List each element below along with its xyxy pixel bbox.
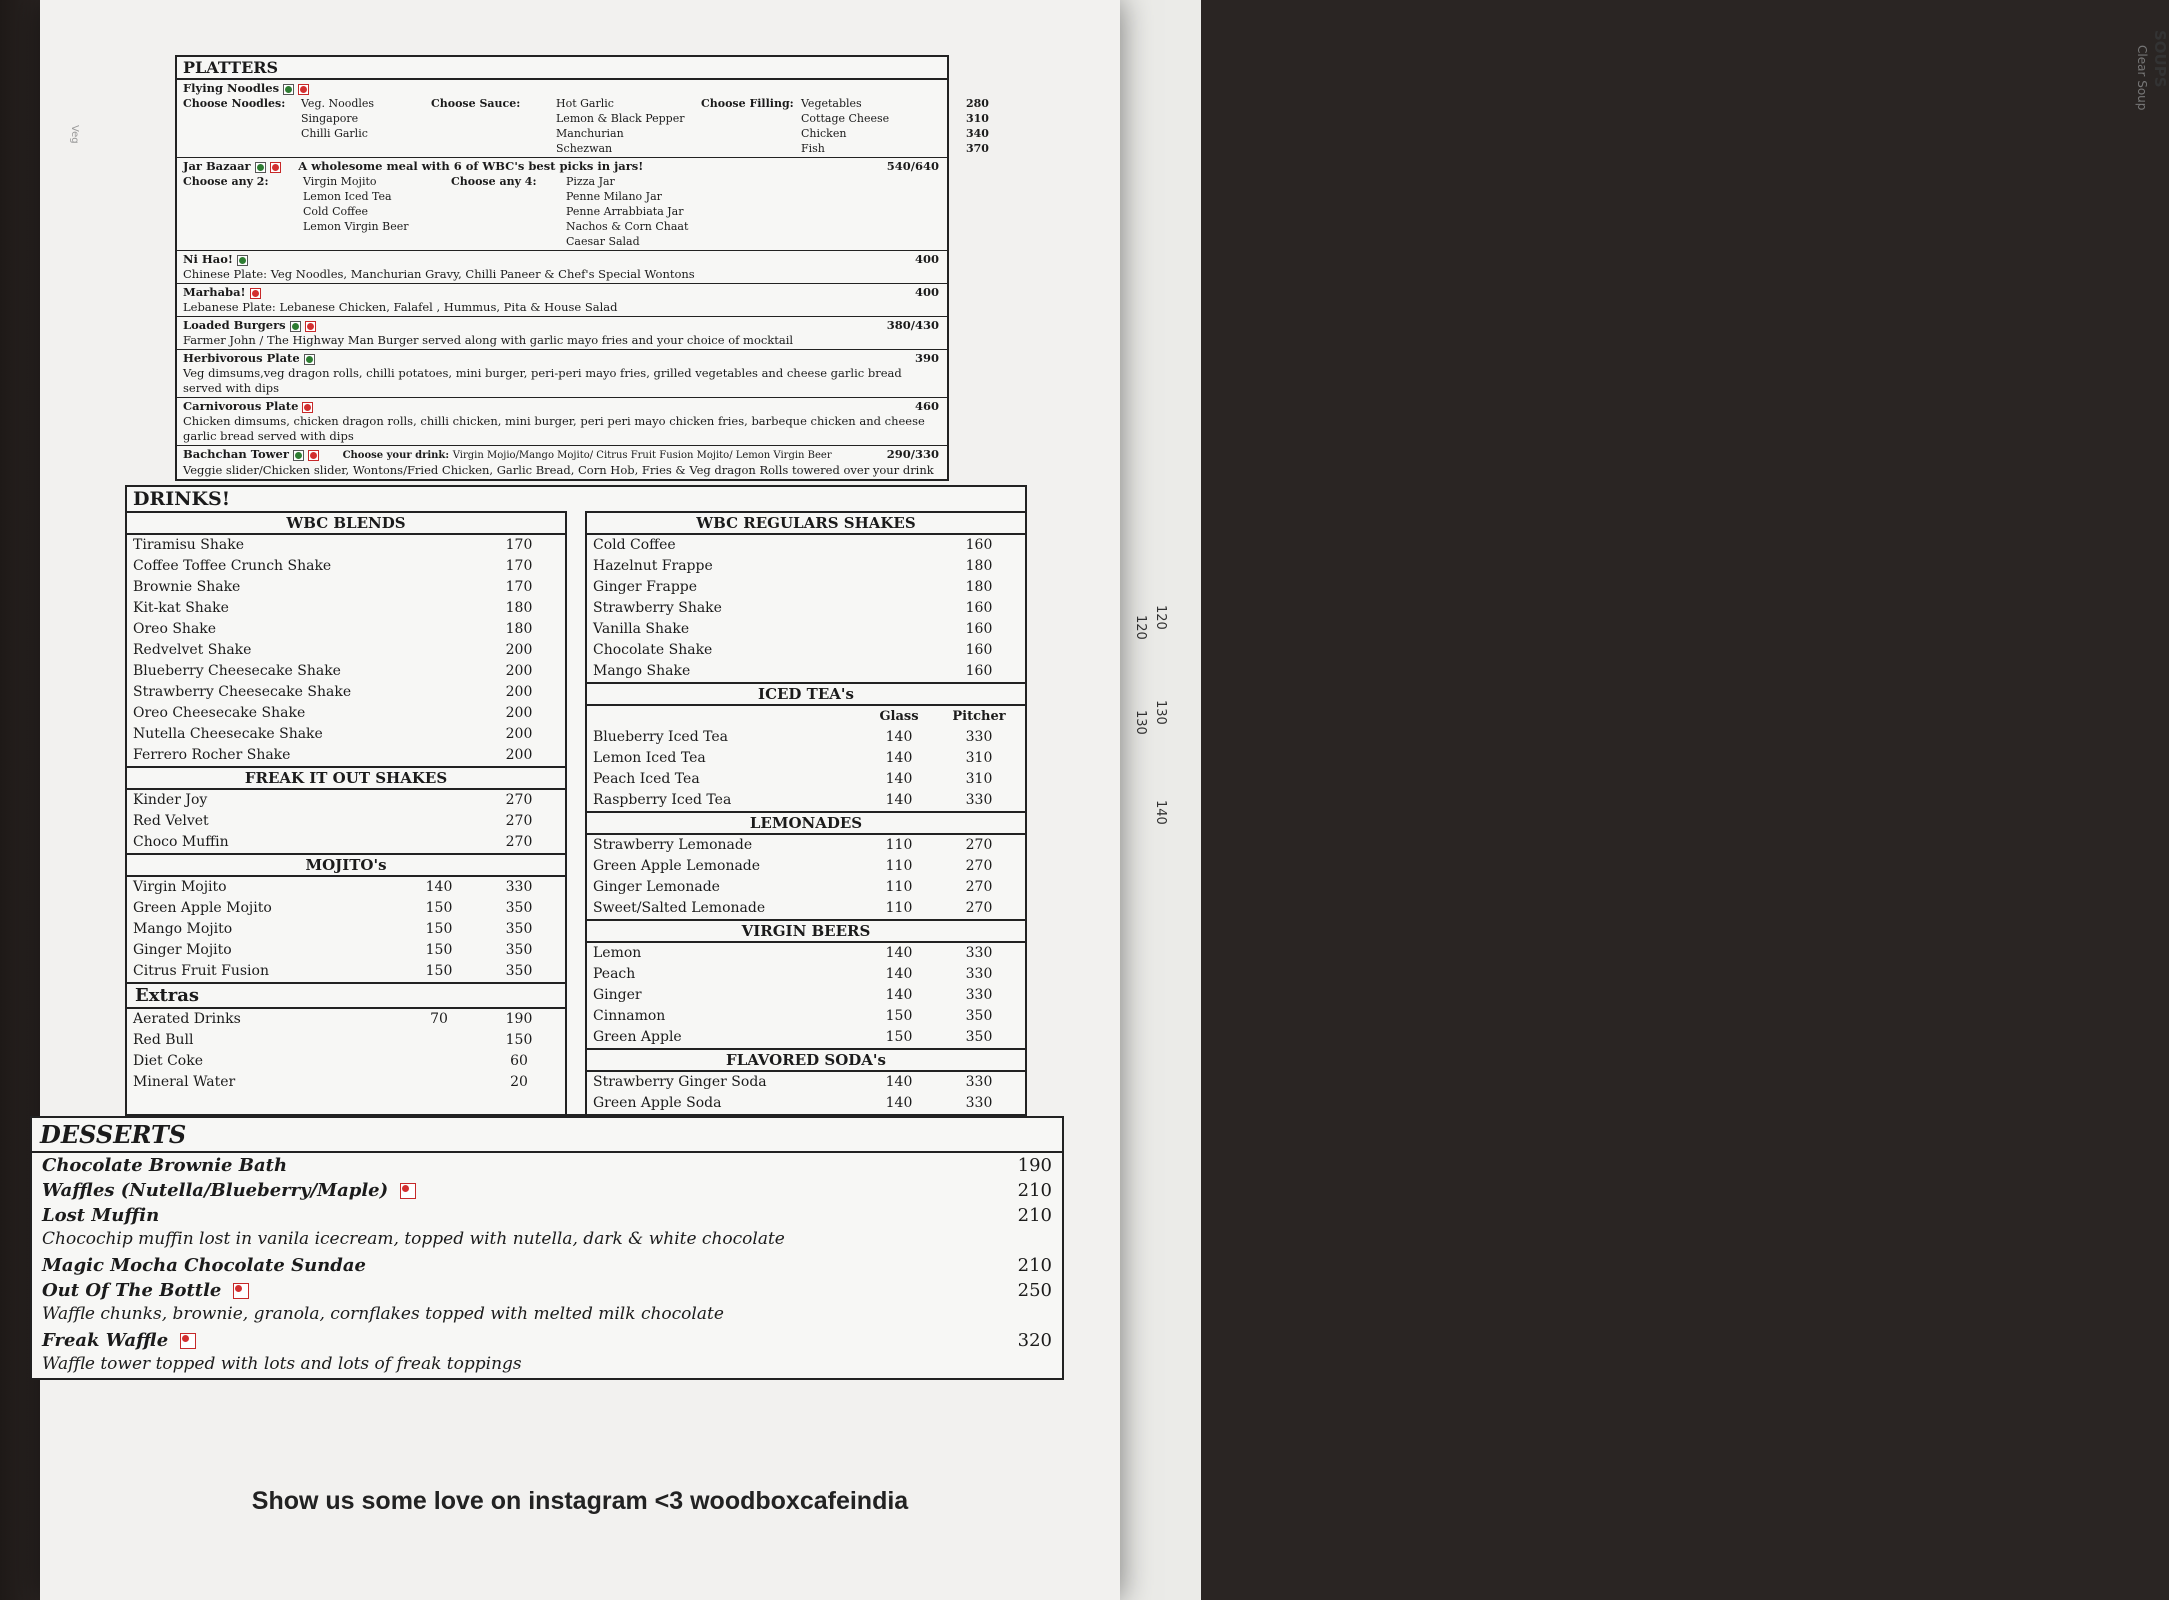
platter-price: 460 bbox=[914, 399, 939, 413]
drink-row bbox=[127, 661, 565, 682]
drink-row bbox=[587, 556, 1025, 577]
drink-name: Diet Coke bbox=[133, 1053, 203, 1069]
drink-name: Oreo Cheesecake Shake bbox=[133, 705, 306, 721]
choose-filling-label: Choose Filling: bbox=[701, 97, 794, 110]
drink-name: Brownie Shake bbox=[133, 579, 241, 595]
drink-price: 270 bbox=[505, 792, 533, 808]
drink-row bbox=[127, 682, 565, 703]
dessert-item bbox=[32, 1153, 1062, 1178]
jar-bazaar-name: Jar Bazaar bbox=[183, 159, 251, 173]
bachchan-tower-item bbox=[177, 446, 947, 479]
drink-price: 270 bbox=[505, 813, 533, 829]
filling-option: Fish bbox=[801, 142, 825, 155]
drink-price: 270 bbox=[965, 858, 993, 874]
drink-row bbox=[587, 898, 1025, 919]
drink-price: 140 bbox=[885, 966, 913, 982]
drink-row bbox=[127, 1072, 565, 1093]
non-veg-icon bbox=[270, 162, 281, 173]
drink-price: 160 bbox=[965, 600, 993, 616]
drink-price: 110 bbox=[885, 879, 913, 895]
filling-price: 310 bbox=[966, 112, 989, 125]
drink-row bbox=[127, 577, 565, 598]
drink-price: 140 bbox=[885, 792, 913, 808]
drink-price: 150 bbox=[505, 1032, 533, 1048]
drink-price: 310 bbox=[965, 771, 993, 787]
drinks-section bbox=[125, 485, 1027, 1116]
jar-option: Penne Milano Jar bbox=[566, 190, 662, 203]
veg-icon bbox=[304, 354, 315, 365]
drink-price: 110 bbox=[885, 837, 913, 853]
dessert-item bbox=[32, 1328, 1062, 1353]
noodle-option: Singapore bbox=[301, 112, 359, 125]
drinks-title: DRINKS! bbox=[125, 485, 1027, 511]
drink-name: Redvelvet Shake bbox=[133, 642, 252, 658]
drink-name: Ginger bbox=[593, 987, 642, 1003]
platter-name: Marhaba! bbox=[183, 285, 246, 299]
dessert-item bbox=[32, 1203, 1062, 1228]
drink-row bbox=[587, 769, 1025, 790]
drink-row bbox=[127, 745, 565, 766]
drink-row bbox=[127, 961, 565, 982]
drink-name: Citrus Fruit Fusion bbox=[133, 963, 269, 979]
drink-row bbox=[587, 943, 1025, 964]
jar-drink-option: Virgin Mojito bbox=[303, 175, 377, 188]
instagram-footer: Show us some love on instagram <3 woodboxcafeindia bbox=[251, 1487, 909, 1515]
veg-icon bbox=[293, 450, 304, 461]
drink-price: 350 bbox=[505, 963, 533, 979]
platter-item bbox=[177, 398, 947, 446]
virgin-beers-list bbox=[587, 943, 1025, 1048]
drink-price: 140 bbox=[885, 987, 913, 1003]
platter-item bbox=[177, 350, 947, 398]
drink-price: 160 bbox=[965, 663, 993, 679]
dessert-price: 250 bbox=[1017, 1280, 1052, 1301]
sauce-option: Schezwan bbox=[556, 142, 613, 155]
drink-name: Cold Coffee bbox=[593, 537, 676, 553]
dessert-name: Waffles (Nutella/Blueberry/Maple) bbox=[42, 1180, 389, 1201]
drink-row bbox=[587, 835, 1025, 856]
veg-icon bbox=[255, 162, 266, 173]
drink-price: 350 bbox=[965, 1029, 993, 1045]
drink-name: Green Apple bbox=[593, 1029, 682, 1045]
virgin-beers-title: VIRGIN BEERS bbox=[587, 919, 1025, 943]
regulars-shakes-title: WBC REGULARS SHAKES bbox=[587, 511, 1025, 535]
drink-price: 270 bbox=[505, 834, 533, 850]
platter-price: 400 bbox=[914, 252, 939, 266]
drink-row bbox=[127, 898, 565, 919]
drink-name: Ginger Lemonade bbox=[593, 879, 720, 895]
left-page-edge-text: Veg bbox=[69, 125, 80, 144]
edge-price: 130 bbox=[1153, 700, 1168, 725]
jar-option: Penne Arrabbiata Jar bbox=[566, 205, 684, 218]
drink-row bbox=[127, 1009, 565, 1030]
wbc-blends-title: WBC BLENDS bbox=[127, 511, 565, 535]
drink-price: 160 bbox=[965, 621, 993, 637]
noodle-option: Veg. Noodles bbox=[301, 97, 375, 110]
drink-row bbox=[587, 577, 1025, 598]
drink-price: 20 bbox=[510, 1074, 528, 1090]
drink-price bbox=[399, 1051, 479, 1072]
drink-price: 140 bbox=[885, 750, 913, 766]
flying-noodles-options bbox=[183, 96, 989, 156]
drink-row bbox=[587, 727, 1025, 748]
drink-price: 160 bbox=[965, 642, 993, 658]
platter-description: Chinese Plate: Veg Noodles, Manchurian Gravy, Chilli Paneer & Chef's Special Wontons bbox=[183, 267, 695, 281]
drink-price: 140 bbox=[885, 1095, 913, 1111]
drink-price: 150 bbox=[425, 900, 453, 916]
jar-option: Caesar Salad bbox=[566, 235, 640, 248]
lemonades-list bbox=[587, 835, 1025, 919]
jar-bazaar-price: 540/640 bbox=[886, 159, 939, 173]
sauce-option: Manchurian bbox=[556, 127, 624, 140]
jar-drink-option: Lemon Virgin Beer bbox=[303, 220, 409, 233]
drink-price: 350 bbox=[505, 921, 533, 937]
filling-option: Chicken bbox=[801, 127, 847, 140]
drink-row bbox=[127, 1051, 565, 1072]
drink-row bbox=[587, 856, 1025, 877]
flying-noodles-name: Flying Noodles bbox=[183, 81, 280, 95]
drink-row bbox=[587, 1027, 1025, 1048]
drink-name: Cinnamon bbox=[593, 1008, 666, 1024]
jar-option: Pizza Jar bbox=[566, 175, 615, 188]
platter-description: Farmer John / The Highway Man Burger served along with garlic mayo fries and your choice of mocktail bbox=[183, 333, 794, 347]
drink-row bbox=[127, 940, 565, 961]
regulars-shakes-list bbox=[587, 535, 1025, 682]
platter-name: Ni Hao! bbox=[183, 252, 233, 266]
drink-name: Virgin Mojito bbox=[133, 879, 227, 895]
freak-shakes-title: FREAK IT OUT SHAKES bbox=[127, 766, 565, 790]
desserts-list bbox=[32, 1153, 1062, 1378]
drink-price: 200 bbox=[505, 726, 533, 742]
platter-description: Chicken dimsums, chicken dragon rolls, chilli chicken, mini burger, peri peri mayo chicken fries, barbeque chicken and cheese garlic bread served with dips bbox=[183, 414, 925, 443]
dessert-price: 320 bbox=[1017, 1330, 1052, 1351]
drink-name: Blueberry Cheesecake Shake bbox=[133, 663, 341, 679]
drink-price: 350 bbox=[965, 1008, 993, 1024]
drink-name: Tiramisu Shake bbox=[133, 537, 244, 553]
drinks-right-column bbox=[585, 511, 1025, 1114]
drink-choices: Virgin Mojio/Mango Mojito/ Citrus Fruit Fusion Mojito/ Lemon Virgin Beer bbox=[452, 450, 832, 461]
choose-two-label: Choose any 2: bbox=[183, 175, 269, 188]
dessert-description: Waffle chunks, brownie, granola, cornflakes topped with melted milk chocolate bbox=[42, 1304, 724, 1324]
dessert-price: 210 bbox=[1017, 1255, 1052, 1276]
drink-name: Green Apple Lemonade bbox=[593, 858, 761, 874]
jar-option: Nachos & Corn Chaat bbox=[566, 220, 689, 233]
drink-price: 200 bbox=[505, 684, 533, 700]
platter-name: Loaded Burgers bbox=[183, 318, 286, 332]
edge-price: 120 bbox=[1133, 615, 1148, 640]
drink-row bbox=[587, 1072, 1025, 1093]
drink-price bbox=[399, 1030, 479, 1051]
drink-price: 330 bbox=[965, 1074, 993, 1090]
drink-name: Green Apple Mojito bbox=[133, 900, 272, 916]
drink-name: Kit-kat Shake bbox=[133, 600, 229, 616]
drink-name: Oreo Shake bbox=[133, 621, 217, 637]
non-veg-icon bbox=[308, 450, 319, 461]
drink-name: Green Apple Soda bbox=[593, 1095, 722, 1111]
drink-name: Peach bbox=[593, 966, 636, 982]
clear-soup-label: Clear Soup bbox=[2135, 45, 2149, 111]
drink-row bbox=[587, 619, 1025, 640]
platter-name: Herbivorous Plate bbox=[183, 351, 300, 365]
drink-name: Mango Mojito bbox=[133, 921, 233, 937]
dessert-name: Magic Mocha Chocolate Sundae bbox=[42, 1255, 366, 1276]
veg-icon bbox=[290, 321, 301, 332]
drink-price: 200 bbox=[505, 747, 533, 763]
choose-sauce-label: Choose Sauce: bbox=[431, 97, 521, 110]
iced-tea-header bbox=[587, 706, 1025, 727]
drink-row bbox=[587, 985, 1025, 1006]
menu-content bbox=[30, 55, 1060, 1380]
drink-row bbox=[127, 640, 565, 661]
lemonades-title: LEMONADES bbox=[587, 811, 1025, 835]
jar-drink-option: Cold Coffee bbox=[303, 205, 368, 218]
drink-row bbox=[587, 640, 1025, 661]
drink-row bbox=[587, 1093, 1025, 1114]
drink-price: 170 bbox=[505, 579, 533, 595]
sauce-option: Lemon & Black Pepper bbox=[556, 112, 685, 125]
drink-name: Strawberry Ginger Soda bbox=[593, 1074, 767, 1090]
platter-description: Veg dimsums,veg dragon rolls, chilli potatoes, mini burger, peri-peri mayo fries, grilled vegetables and cheese garlic bread served with dips bbox=[183, 366, 902, 395]
drink-price: 350 bbox=[505, 942, 533, 958]
drink-price: 70 bbox=[430, 1011, 448, 1027]
drink-price: 270 bbox=[965, 900, 993, 916]
filling-price: 370 bbox=[966, 142, 989, 155]
drink-price: 140 bbox=[425, 879, 453, 895]
drink-name: Strawberry Shake bbox=[593, 600, 722, 616]
drink-price: 140 bbox=[885, 945, 913, 961]
drink-name: Aerated Drinks bbox=[133, 1011, 241, 1027]
non-veg-icon bbox=[298, 84, 309, 95]
edge-price: 120 bbox=[1153, 605, 1168, 630]
drink-name: Chocolate Shake bbox=[593, 642, 713, 658]
drink-price: 190 bbox=[505, 1011, 533, 1027]
drink-price: 200 bbox=[505, 663, 533, 679]
drink-row bbox=[587, 790, 1025, 811]
drink-row bbox=[587, 964, 1025, 985]
drink-price: 180 bbox=[505, 600, 533, 616]
drink-name: Sweet/Salted Lemonade bbox=[593, 900, 766, 916]
platter-price: 380/430 bbox=[886, 318, 939, 332]
filling-price: 280 bbox=[966, 97, 989, 110]
non-veg-icon bbox=[233, 1283, 249, 1299]
platter-description: Lebanese Plate: Lebanese Chicken, Falafel , Hummus, Pita & House Salad bbox=[183, 300, 618, 314]
non-veg-icon bbox=[302, 402, 313, 413]
drink-row bbox=[127, 832, 565, 853]
drink-row bbox=[127, 535, 565, 556]
drink-price bbox=[399, 1072, 479, 1093]
drink-price: 350 bbox=[505, 900, 533, 916]
platter-item bbox=[177, 284, 947, 317]
drink-price: 60 bbox=[510, 1053, 528, 1069]
platter-name: Bachchan Tower bbox=[183, 447, 289, 461]
drink-price: 180 bbox=[965, 558, 993, 574]
drink-name: Peach Iced Tea bbox=[593, 771, 700, 787]
drink-row bbox=[127, 619, 565, 640]
drink-price: 200 bbox=[505, 705, 533, 721]
drink-price: 200 bbox=[505, 642, 533, 658]
drink-row bbox=[127, 1030, 565, 1051]
drink-name: Coffee Toffee Crunch Shake bbox=[133, 558, 332, 574]
drink-price: 310 bbox=[965, 750, 993, 766]
wbc-blends-list bbox=[127, 535, 565, 766]
drink-row bbox=[127, 919, 565, 940]
non-veg-icon bbox=[400, 1183, 416, 1199]
drink-name: Nutella Cheesecake Shake bbox=[133, 726, 323, 742]
extras-title: Extras bbox=[127, 982, 565, 1009]
dessert-item bbox=[32, 1278, 1062, 1303]
drink-price: 170 bbox=[505, 537, 533, 553]
drink-row bbox=[127, 811, 565, 832]
drink-name: Ginger Frappe bbox=[593, 579, 698, 595]
platter-item bbox=[177, 251, 947, 284]
platter-name: Carnivorous Plate bbox=[183, 399, 299, 413]
platter-price: 390 bbox=[914, 351, 939, 365]
soups-heading: SOUPS bbox=[2151, 30, 2169, 88]
choose-four-label: Choose any 4: bbox=[451, 175, 537, 188]
jar-bazaar-tagline: A wholesome meal with 6 of WBC's best picks in jars! bbox=[298, 159, 644, 173]
drink-row bbox=[127, 703, 565, 724]
drink-price: 150 bbox=[885, 1029, 913, 1045]
drink-row bbox=[587, 661, 1025, 682]
drink-name: Strawberry Lemonade bbox=[593, 837, 753, 853]
sauce-option: Hot Garlic bbox=[556, 97, 614, 110]
drink-price: 150 bbox=[425, 921, 453, 937]
drink-name: Choco Muffin bbox=[133, 834, 229, 850]
drink-name: Red Velvet bbox=[133, 813, 209, 829]
dessert-name: Chocolate Brownie Bath bbox=[42, 1155, 288, 1176]
mojitos-list bbox=[127, 877, 565, 982]
dessert-name: Out Of The Bottle bbox=[42, 1280, 222, 1301]
flavored-soda-list bbox=[587, 1072, 1025, 1114]
drink-price: 330 bbox=[505, 879, 533, 895]
non-veg-icon bbox=[305, 321, 316, 332]
drink-row bbox=[587, 598, 1025, 619]
pitcher-header: Pitcher bbox=[952, 709, 1006, 724]
extras-list bbox=[127, 1009, 565, 1093]
dessert-item bbox=[32, 1253, 1062, 1278]
jar-drink-option: Lemon Iced Tea bbox=[303, 190, 392, 203]
filling-option: Vegetables bbox=[801, 97, 862, 110]
drink-price: 270 bbox=[965, 879, 993, 895]
drink-row bbox=[587, 877, 1025, 898]
drink-name: Vanilla Shake bbox=[593, 621, 690, 637]
dessert-name: Freak Waffle bbox=[42, 1330, 169, 1351]
drink-row bbox=[587, 535, 1025, 556]
desserts-title: DESSERTS bbox=[32, 1118, 1062, 1153]
flavored-soda-title: FLAVORED SODA's bbox=[587, 1048, 1025, 1072]
desserts-section bbox=[30, 1116, 1064, 1380]
iced-tea-title: ICED TEA's bbox=[587, 682, 1025, 706]
dessert-description: Waffle tower topped with lots and lots of freak toppings bbox=[42, 1354, 522, 1374]
drink-row bbox=[587, 1006, 1025, 1027]
drink-price: 140 bbox=[885, 729, 913, 745]
drink-row bbox=[127, 877, 565, 898]
drink-row bbox=[127, 556, 565, 577]
drink-name: Strawberry Cheesecake Shake bbox=[133, 684, 352, 700]
platter-price: 290/330 bbox=[886, 447, 939, 461]
drink-name: Hazelnut Frappe bbox=[593, 558, 713, 574]
filling-option: Cottage Cheese bbox=[801, 112, 890, 125]
edge-price: 130 bbox=[1133, 710, 1148, 735]
drink-name: Blueberry Iced Tea bbox=[593, 729, 729, 745]
drink-price: 150 bbox=[425, 963, 453, 979]
drink-price: 180 bbox=[505, 621, 533, 637]
flying-noodles-item bbox=[177, 80, 989, 158]
drink-price: 170 bbox=[505, 558, 533, 574]
drink-price: 330 bbox=[965, 987, 993, 1003]
drinks-columns bbox=[125, 511, 1027, 1116]
drink-name: Kinder Joy bbox=[133, 792, 208, 808]
drink-price: 110 bbox=[885, 900, 913, 916]
drink-price: 330 bbox=[965, 792, 993, 808]
veg-icon bbox=[237, 255, 248, 266]
drink-name: Lemon Iced Tea bbox=[593, 750, 706, 766]
drink-price: 270 bbox=[965, 837, 993, 853]
drink-price: 330 bbox=[965, 945, 993, 961]
dessert-description: Chocochip muffin lost in vanila icecream, topped with nutella, dark & white chocolate bbox=[42, 1229, 785, 1249]
platters-title: PLATTERS bbox=[177, 57, 947, 80]
drink-price: 110 bbox=[885, 858, 913, 874]
noodle-option: Chilli Garlic bbox=[301, 127, 368, 140]
edge-price: 140 bbox=[1153, 800, 1168, 825]
veg-icon bbox=[283, 84, 294, 95]
drink-price: 150 bbox=[425, 942, 453, 958]
drink-name: Ginger Mojito bbox=[133, 942, 232, 958]
dessert-price: 210 bbox=[1017, 1205, 1052, 1226]
drink-row bbox=[127, 598, 565, 619]
dessert-item bbox=[32, 1178, 1062, 1203]
drink-price: 150 bbox=[885, 1008, 913, 1024]
drink-price: 330 bbox=[965, 1095, 993, 1111]
platters-section bbox=[175, 55, 989, 481]
mojitos-title: MOJITO's bbox=[127, 853, 565, 877]
drink-price: 140 bbox=[885, 1074, 913, 1090]
choose-noodles-label: Choose Noodles: bbox=[183, 97, 286, 110]
drink-price: 160 bbox=[965, 537, 993, 553]
drink-row bbox=[127, 724, 565, 745]
drink-name: Mango Shake bbox=[593, 663, 691, 679]
drink-name: Raspberry Iced Tea bbox=[593, 792, 732, 808]
glass-header: Glass bbox=[879, 709, 919, 724]
drink-price: 330 bbox=[965, 729, 993, 745]
drinks-left-column bbox=[127, 511, 567, 1114]
platter-price: 400 bbox=[914, 285, 939, 299]
drink-name: Mineral Water bbox=[133, 1074, 236, 1090]
freak-shakes-list bbox=[127, 790, 565, 853]
filling-price: 340 bbox=[966, 127, 989, 140]
jar-bazaar-item bbox=[177, 158, 947, 251]
drink-name: Ferrero Rocher Shake bbox=[133, 747, 291, 763]
non-veg-icon bbox=[180, 1333, 196, 1349]
drink-price: 180 bbox=[965, 579, 993, 595]
drink-row bbox=[587, 748, 1025, 769]
iced-tea-list bbox=[587, 727, 1025, 811]
drink-row bbox=[127, 790, 565, 811]
drink-price: 330 bbox=[965, 966, 993, 982]
platter-description: Veggie slider/Chicken slider, Wontons/Fried Chicken, Garlic Bread, Corn Hob, Fries & Veg dragon Rolls towered over your drink bbox=[183, 463, 934, 477]
non-veg-icon bbox=[250, 288, 261, 299]
dessert-price: 210 bbox=[1017, 1180, 1052, 1201]
drink-name: Red Bull bbox=[133, 1032, 194, 1048]
drink-choice-label: Choose your drink: bbox=[342, 450, 450, 461]
platter-item bbox=[177, 317, 947, 350]
dessert-name: Lost Muffin bbox=[42, 1205, 160, 1226]
drink-name: Lemon bbox=[593, 945, 642, 961]
drink-price: 140 bbox=[885, 771, 913, 787]
dessert-price: 190 bbox=[1017, 1155, 1052, 1176]
